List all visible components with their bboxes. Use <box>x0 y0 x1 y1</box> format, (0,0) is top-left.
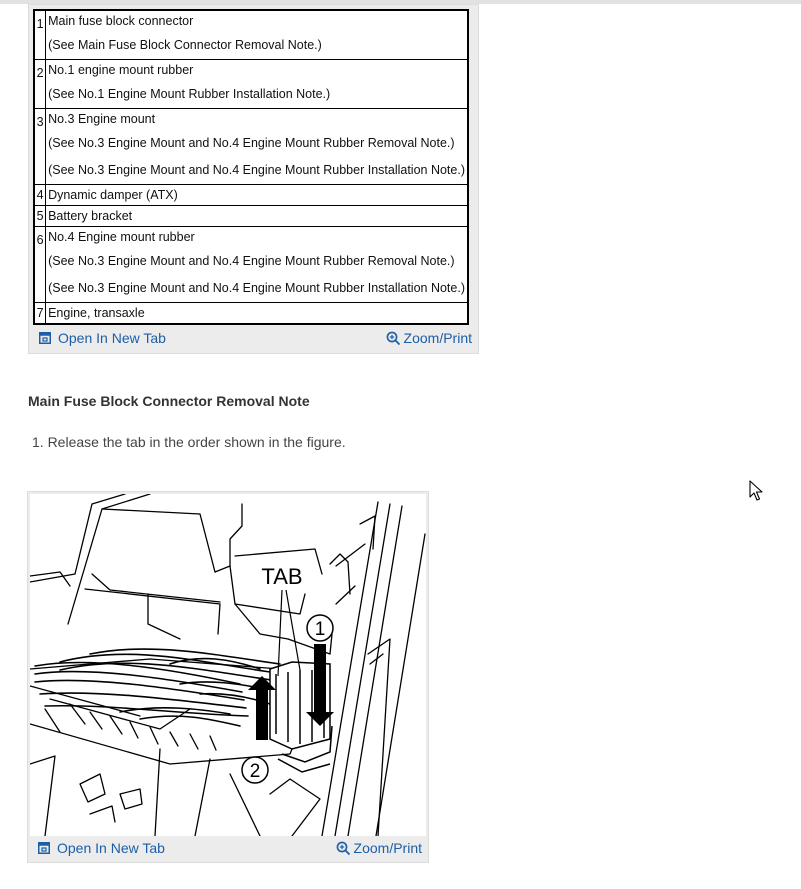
legend-item-name: Dynamic damper (ATX) <box>48 188 178 202</box>
legend-row-number: 6 <box>34 227 46 303</box>
legend-item-name: No.4 Engine mount rubber <box>48 230 195 244</box>
legend-row-text <box>46 303 468 325</box>
figure-card <box>27 491 429 863</box>
tab-label: TAB <box>261 564 303 589</box>
legend-item-name: Battery bracket <box>48 209 133 223</box>
legend-row <box>34 109 468 185</box>
fuse-block-illustration <box>30 494 426 836</box>
legend-row-text <box>46 185 468 206</box>
figure-card-linkbar <box>28 837 428 859</box>
legend-table <box>33 9 469 325</box>
legend-item-reference: (See No.3 Engine Mount and No.4 Engine Mount Rubber Installation Note.) <box>48 281 465 295</box>
zoom-magnifier-icon <box>336 841 351 856</box>
callout-2-number: 2 <box>249 761 261 782</box>
legend-row-text <box>46 60 468 109</box>
figure-zoom-print-link[interactable] <box>336 840 422 856</box>
legend-row <box>34 303 468 325</box>
legend-item-name: No.1 engine mount rubber <box>48 63 194 77</box>
legend-row-number: 3 <box>34 109 46 185</box>
legend-row <box>34 10 468 60</box>
zoom-print-label: Zoom/Print <box>403 330 472 346</box>
legend-item-reference: (See Main Fuse Block Connector Removal Note.) <box>48 38 322 52</box>
legend-row-text <box>46 206 468 227</box>
legend-row <box>34 227 468 303</box>
legend-row-number: 2 <box>34 60 46 109</box>
legend-item-name: No.3 Engine mount <box>48 112 156 126</box>
legend-row-text <box>46 10 468 60</box>
legend-card-linkbar <box>29 327 478 349</box>
mouse-pointer-icon <box>749 480 763 502</box>
legend-row-text <box>46 227 468 303</box>
legend-row <box>34 60 468 109</box>
legend-row-number: 1 <box>34 10 46 60</box>
figure-open-in-new-tab-label: Open In New Tab <box>57 840 165 856</box>
legend-row <box>34 206 468 227</box>
instruction-step: 1. Release the tab in the order shown in the figure. <box>32 434 346 450</box>
open-in-new-tab-link[interactable] <box>39 330 166 346</box>
open-new-tab-icon <box>39 332 51 344</box>
zoom-magnifier-icon <box>386 331 401 346</box>
figure-zoom-print-label: Zoom/Print <box>353 840 422 856</box>
open-in-new-tab-label: Open In New Tab <box>58 330 166 346</box>
legend-row-text <box>46 109 468 185</box>
legend-row-number: 4 <box>34 185 46 206</box>
fuse-block-figure[interactable] <box>30 494 426 836</box>
legend-row-number: 5 <box>34 206 46 227</box>
legend-item-name: Engine, transaxle <box>48 306 145 320</box>
legend-row <box>34 185 468 206</box>
callout-1-number: 1 <box>314 619 326 640</box>
legend-card <box>28 4 479 354</box>
legend-row-number: 7 <box>34 303 46 325</box>
legend-item-reference: (See No.1 Engine Mount Rubber Installation Note.) <box>48 87 331 101</box>
legend-item-name: Main fuse block connector <box>48 14 194 28</box>
section-title: Main Fuse Block Connector Removal Note <box>28 393 310 409</box>
open-new-tab-icon <box>38 842 50 854</box>
figure-open-in-new-tab-link[interactable] <box>38 840 165 856</box>
legend-item-reference: (See No.3 Engine Mount and No.4 Engine Mount Rubber Removal Note.) <box>48 136 455 150</box>
legend-item-reference: (See No.3 Engine Mount and No.4 Engine Mount Rubber Removal Note.) <box>48 254 455 268</box>
legend-item-reference: (See No.3 Engine Mount and No.4 Engine Mount Rubber Installation Note.) <box>48 163 465 177</box>
zoom-print-link[interactable] <box>386 330 472 346</box>
